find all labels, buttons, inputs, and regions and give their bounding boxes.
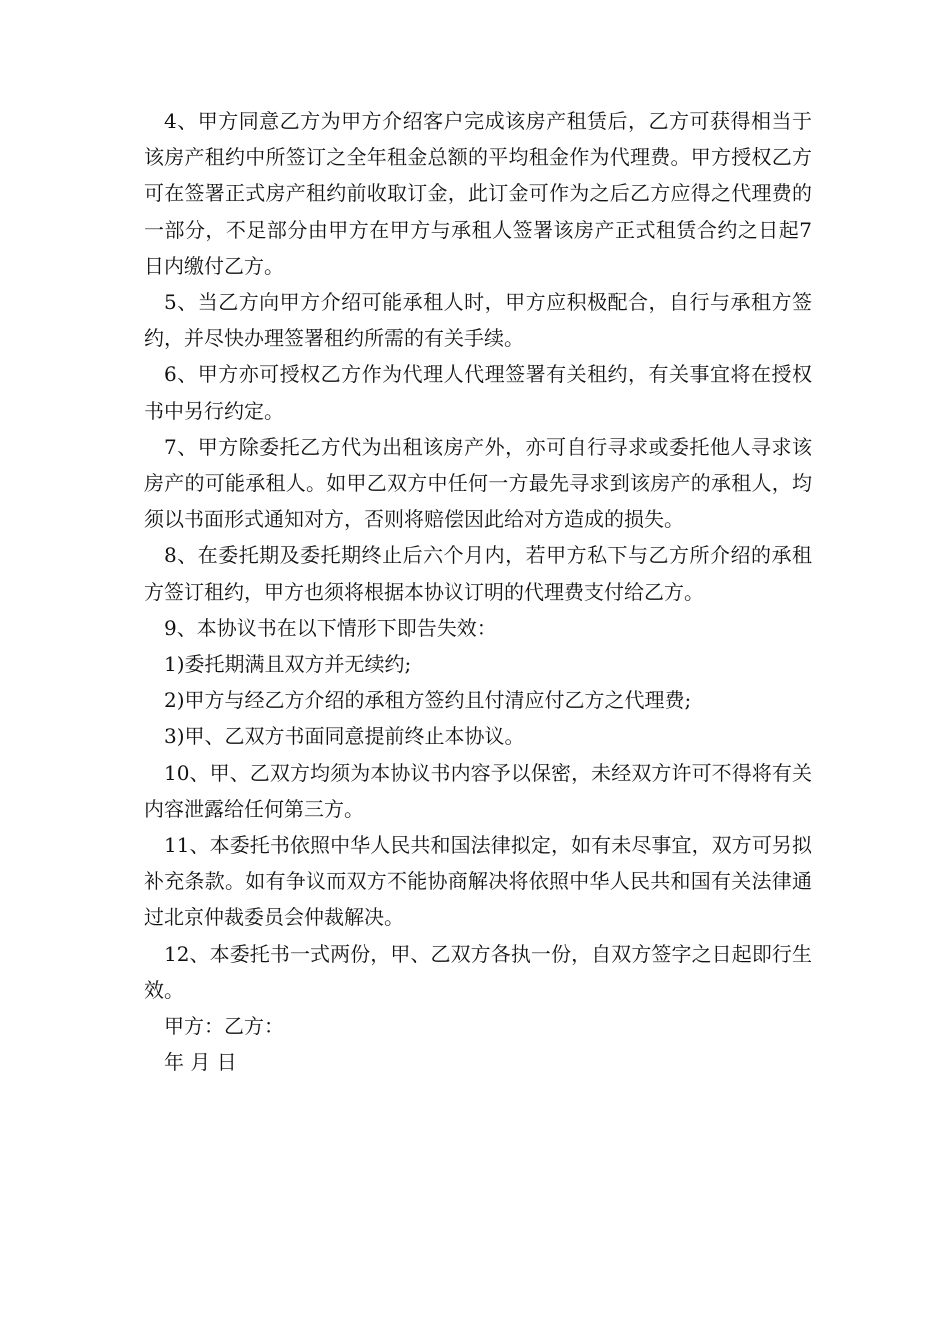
clause-9-item-2: 2)甲方与经乙方介绍的承租方签约且付清应付乙方之代理费; (164, 688, 692, 713)
signature-line: 甲方：乙方： (164, 1014, 284, 1039)
clause-4: 4、甲方同意乙方为甲方介绍客户完成该房产租赁后，乙方可获得相当于该房产租约中所签订之全年租金总额的平均租金作为代理费。甲方授权乙方可在签署正式房产租约前收取订金，此订金可作为之后乙方应得之代理费的一部分，不足部分由甲方在甲方与承租人签署该房产正式租赁合约之日起7日内缴付乙方。 (144, 109, 812, 278)
clause-6: 6、甲方亦可授权乙方作为代理人代理签署有关租约，有关事宜将在授权书中另行约定。 (144, 362, 812, 423)
clause-9: 9、本协议书在以下情形下即告失效： (164, 615, 497, 640)
clause-5: 5、当乙方向甲方介绍可能承租人时，甲方应积极配合，自行与承租方签约，并尽快办理签署租约所需的有关手续。 (144, 290, 812, 351)
clause-8: 8、在委托期及委托期终止后六个月内，若甲方私下与乙方所介绍的承租方签订租约，甲方也须将根据本协议订明的代理费支付给乙方。 (144, 543, 812, 604)
clause-12: 12、本委托书一式两份，甲、乙双方各执一份，自双方签字之日起即行生效。 (144, 941, 812, 1002)
clause-10: 10、甲、乙双方均须为本协议书内容予以保密，未经双方许可不得将有关内容泄露给任何第三方。 (144, 760, 812, 821)
document-body (144, 103, 812, 1080)
clause-7: 7、甲方除委托乙方代为出租该房产外，亦可自行寻求或委托他人寻求该房产的可能承租人。如甲乙双方中任何一方最先寻求到该房产的承租人，均须以书面形式通知对方，否则将赔偿因此给对方造成的损失。 (144, 434, 812, 532)
clause-11: 11、本委托书依照中华人民共和国法律拟定，如有未尽事宜，双方可另拟补充条款。如有争议而双方不能协商解决将依照中华人民共和国有关法律通过北京仲裁委员会仲裁解决。 (144, 833, 812, 930)
date-line: 年 月 日 (164, 1050, 237, 1075)
clause-9-item-1: 1)委托期满且双方并无续约; (164, 652, 412, 677)
clause-9-item-3: 3)甲、乙双方书面同意提前终止本协议。 (164, 724, 525, 749)
